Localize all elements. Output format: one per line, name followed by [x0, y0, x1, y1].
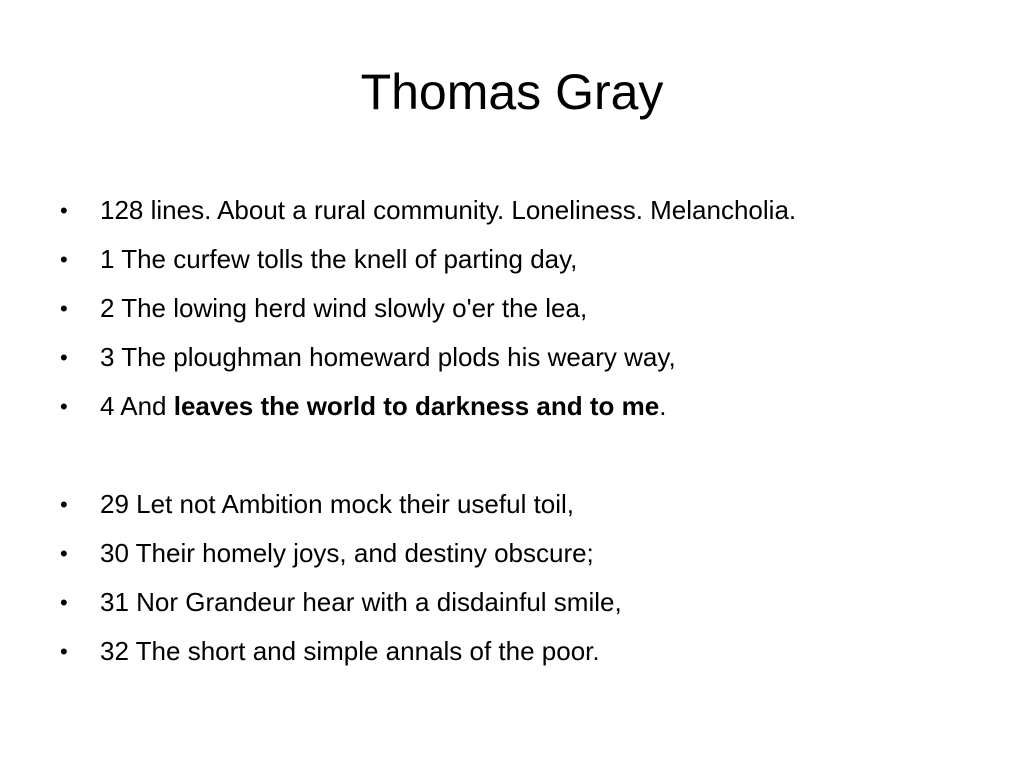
list-item — [60, 529, 980, 578]
bullet-text: 31 Nor Grandeur hear with a disdainful smile, — [100, 587, 622, 617]
bullet-icon: • — [60, 541, 68, 566]
bullet-icon: • — [60, 492, 68, 517]
bullet-list — [60, 186, 980, 676]
bullet-icon: • — [60, 296, 68, 321]
list-item — [60, 578, 980, 627]
bullet-text: 30 Their homely joys, and destiny obscure; — [100, 538, 594, 568]
list-item — [60, 627, 980, 676]
bullet-icon: • — [60, 345, 68, 370]
slide-title: Thomas Gray — [360, 64, 664, 120]
bullet-text: 1 The curfew tolls the knell of parting day, — [100, 244, 578, 274]
list-item — [60, 235, 980, 284]
bullet-text: 128 lines. About a rural community. Loneliness. Melancholia. — [100, 195, 797, 225]
bullet-text-suffix: . — [659, 391, 667, 421]
list-item — [60, 333, 980, 382]
bullet-text: 2 The lowing herd wind slowly o'er the lea, — [100, 293, 588, 323]
list-item — [60, 382, 980, 431]
bullet-text: 29 Let not Ambition mock their useful toil, — [100, 489, 575, 519]
bullet-icon: • — [60, 198, 68, 223]
list-spacer — [60, 431, 980, 480]
bullet-icon: • — [60, 590, 68, 615]
bullet-text: 32 The short and simple annals of the poor. — [100, 636, 600, 666]
bullet-text-prefix: 4 And — [100, 391, 174, 421]
list-item — [60, 284, 980, 333]
bullet-icon: • — [60, 247, 68, 272]
bullet-icon: • — [60, 394, 68, 419]
bullet-text-bold: leaves the world to darkness and to me — [173, 391, 660, 421]
bullet-icon: • — [60, 639, 68, 664]
list-item — [60, 186, 980, 235]
bullet-text: 3 The ploughman homeward plods his weary way, — [100, 342, 676, 372]
list-item — [60, 480, 980, 529]
